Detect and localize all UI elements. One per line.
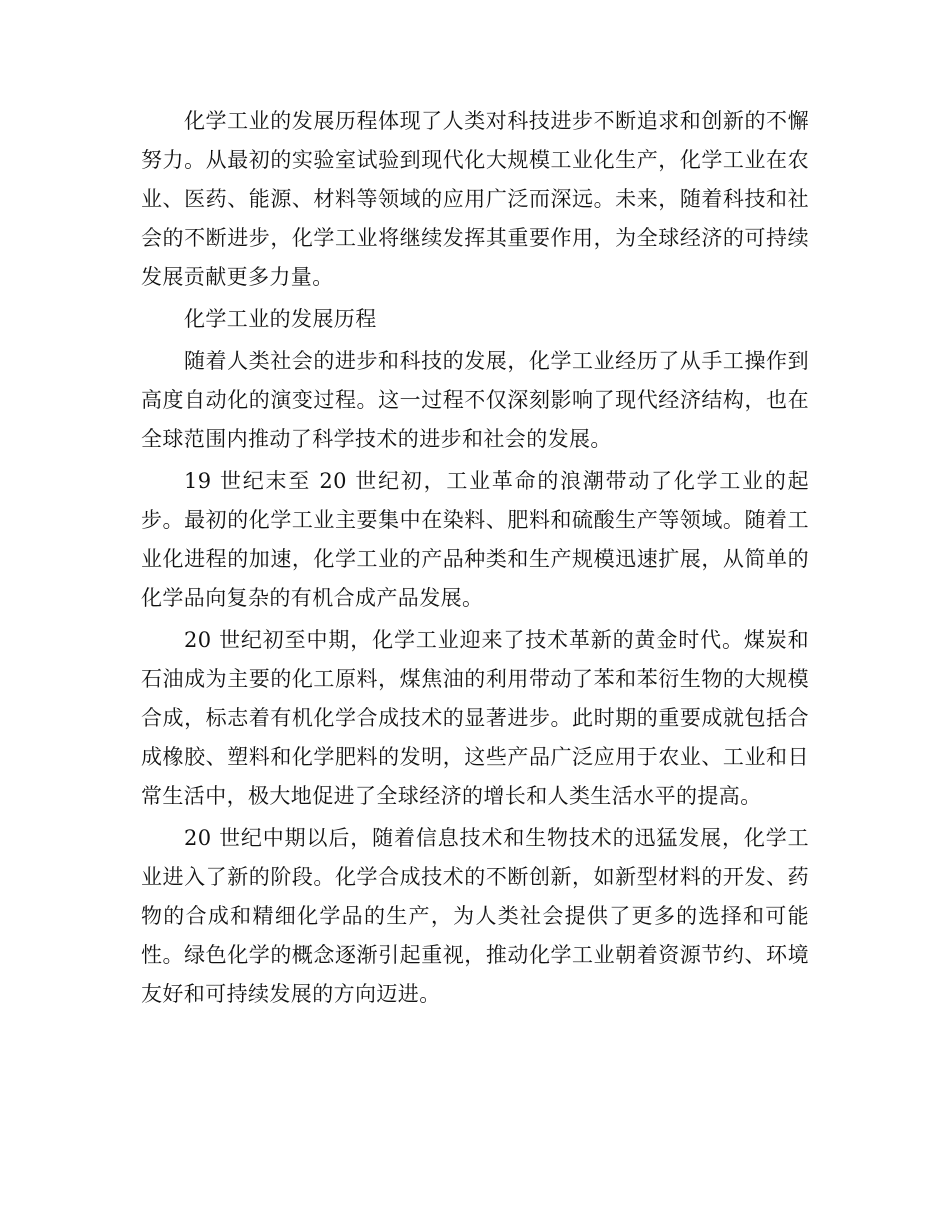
paragraph-golden-age: 20 世纪初至中期，化学工业迎来了技术革新的黄金时代。煤炭和石油成为主要的化工原料，煤焦油的利用带动了苯和苯衍生物的大规模合成，标志着有机化学合成技术的显著进步。此时期的重要成就包括合成橡胶、塑料和化学肥料的发明，这些产品广泛应用于农业、工业和日常生活中，极大地促进了全球经济的增长和人类生活水平的提高。 <box>141 628 809 808</box>
section-heading: 化学工业的发展历程 <box>184 307 377 331</box>
paragraph-modern-era: 20 世纪中期以后，随着信息技术和生物技术的迅猛发展，化学工业进入了新的阶段。化学合成技术的不断创新，如新型材料的开发、药物的合成和精细化学品的生产，为人类社会提供了更多的选择和可能性。绿色化学的概念逐渐引起重视，推动化学工业朝着资源节约、环境友好和可持续发展的方向迈进。 <box>141 826 809 1006</box>
document-body <box>141 102 809 1014</box>
paragraph-intro: 随着人类社会的进步和科技的发展，化学工业经历了从手工操作到高度自动化的演变过程。这一过程不仅深刻影响了现代经济结构，也在全球范围内推动了科学技术的进步和社会的发展。 <box>141 349 809 451</box>
paragraph-early-era: 19 世纪末至 20 世纪初，工业革命的浪潮带动了化学工业的起步。最初的化学工业主要集中在染料、肥料和硫酸生产等领域。随着工业化进程的加速，化学工业的产品种类和生产规模迅速扩展，从简单的化学品向复杂的有机合成产品发展。 <box>141 469 809 610</box>
paragraph-summary: 化学工业的发展历程体现了人类对科技进步不断追求和创新的不懈努力。从最初的实验室试验到现代化大规模工业化生产，化学工业在农业、医药、能源、材料等领域的应用广泛而深远。未来，随着科技和社会的不断进步，化学工业将继续发挥其重要作用，为全球经济的可持续发展贡献更多力量。 <box>141 109 809 289</box>
